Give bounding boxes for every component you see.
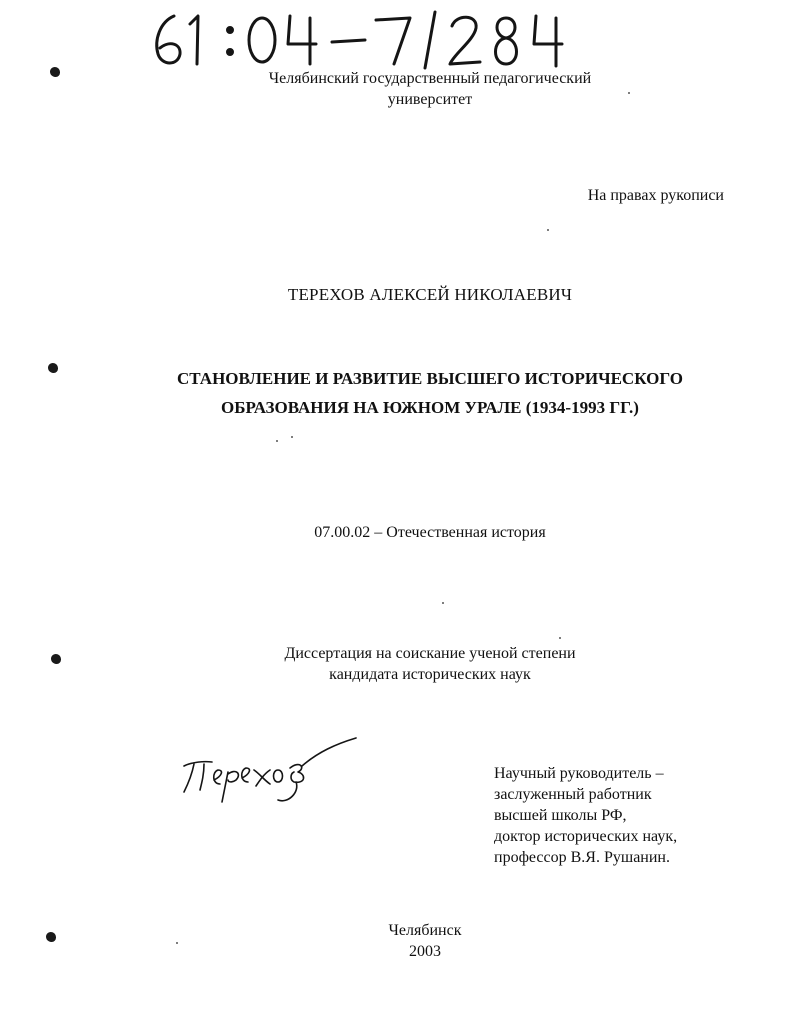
punch-hole-mark xyxy=(51,654,61,664)
rights-note: На правах рукописи xyxy=(587,187,724,204)
degree-line-2: кандидата исторических наук xyxy=(329,666,531,683)
supervisor-line-2: заслуженный работник xyxy=(494,786,652,803)
city-and-year xyxy=(300,920,550,962)
author-name: ТЕРЕХОВ АЛЕКСЕЙ НИКОЛАЕВИЧ xyxy=(287,285,573,304)
supervisor-line-1: Научный руководитель – xyxy=(494,765,664,782)
university-name xyxy=(230,68,630,110)
scan-speck xyxy=(559,637,561,639)
university-line-1: Челябинский государственный педагогический xyxy=(268,70,592,87)
punch-hole-mark xyxy=(46,932,56,942)
degree-statement xyxy=(200,643,660,685)
punch-hole-mark xyxy=(48,363,58,373)
city: Челябинск xyxy=(388,922,462,939)
year: 2003 xyxy=(409,943,441,960)
punch-hole-mark xyxy=(50,67,60,77)
specialty-code: 07.00.02 – Отечественная история xyxy=(314,524,546,541)
title-line-2: ОБРАЗОВАНИЯ НА ЮЖНОМ УРАЛЕ (1934-1993 ГГ.) xyxy=(221,398,639,417)
scientific-supervisor xyxy=(494,763,754,868)
university-line-2: университет xyxy=(387,91,473,108)
scan-speck xyxy=(291,436,293,438)
supervisor-line-4: доктор исторических наук, xyxy=(494,828,678,845)
scan-speck xyxy=(442,602,444,604)
author-signature xyxy=(178,730,363,805)
supervisor-line-3: высшей школы РФ, xyxy=(494,807,627,824)
scan-speck xyxy=(547,229,549,231)
handwritten-catalog-mark xyxy=(150,8,590,70)
supervisor-line-5: профессор В.Я. Рушанин. xyxy=(494,849,670,866)
title-line-1: СТАНОВЛЕНИЕ И РАЗВИТИЕ ВЫСШЕГО ИСТОРИЧЕСКОГО xyxy=(177,369,683,388)
scan-speck xyxy=(176,942,178,944)
dissertation-title xyxy=(120,364,740,422)
degree-line-1: Диссертация на соискание ученой степени xyxy=(284,645,576,662)
scan-speck xyxy=(628,92,630,94)
scan-speck xyxy=(276,440,278,442)
